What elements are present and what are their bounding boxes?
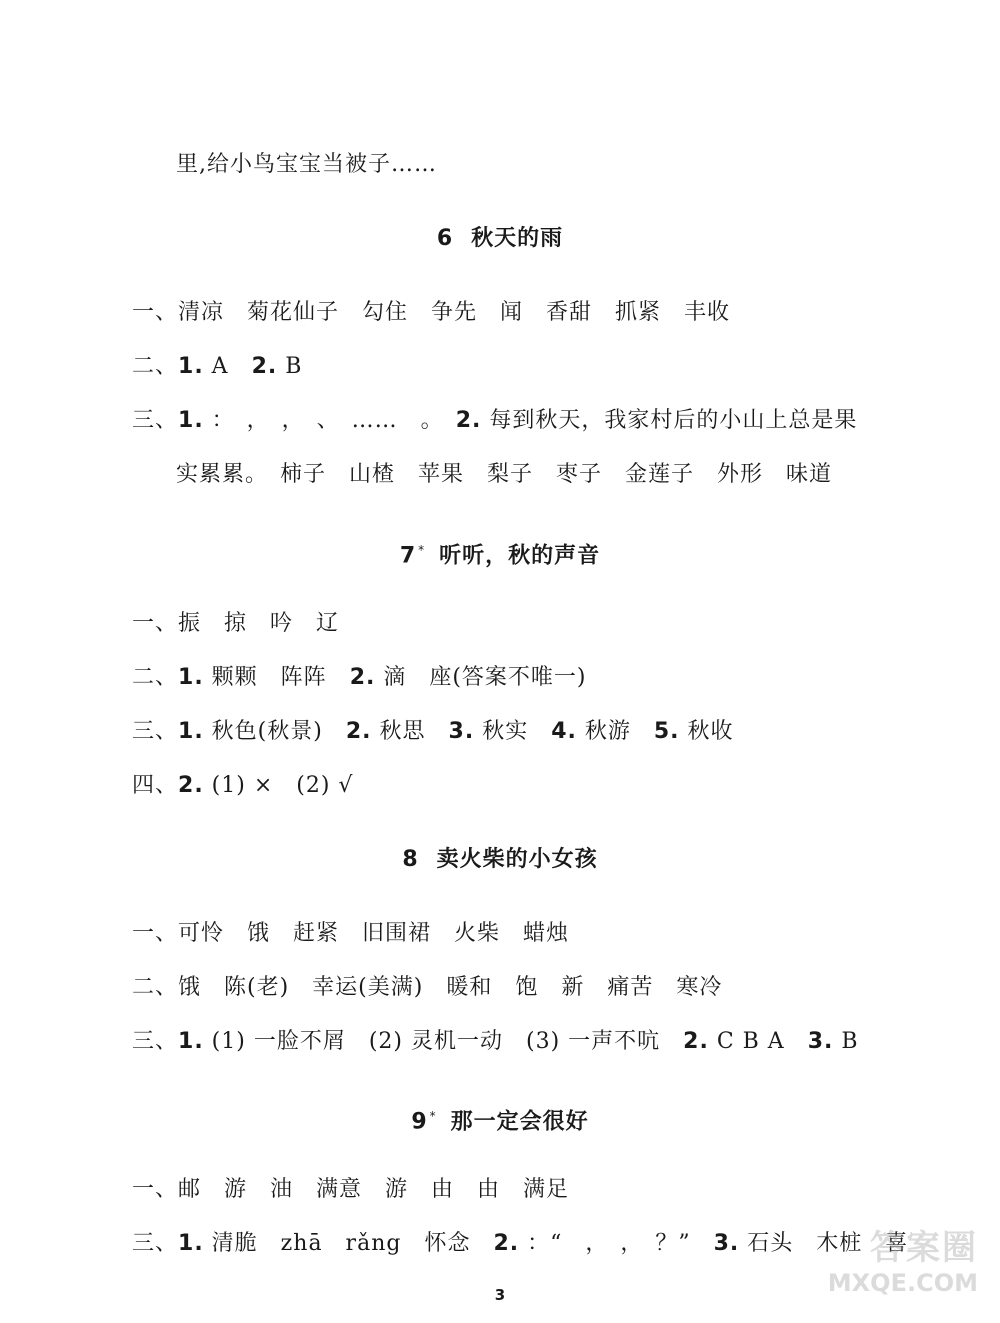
answer-line: 一、振 掠 吟 辽 (132, 611, 340, 636)
section-title-9 (0, 1101, 1000, 1137)
answer-line: 三、1. (1) 一脸不屑 (2) 灵机一动 (3) 一声不吭 2. C B A 3. B (132, 1029, 859, 1054)
section-title-7 (0, 535, 1000, 571)
answer-line: 三、1. 秋色(秋景) 2. 秋思 3. 秋实 4. 秋游 5. 秋收 (132, 719, 734, 744)
page-number: 3 (494, 1286, 506, 1304)
answer-line-continued: 实累累。 柿子 山楂 苹果 梨子 枣子 金莲子 外形 味道 (176, 462, 833, 487)
section-number: 8 (402, 847, 419, 872)
section-name: 卖火柴的小女孩 (436, 847, 598, 872)
section-name: 听听，秋的声音 (439, 543, 601, 569)
optional-star: * (429, 1109, 437, 1123)
answer-line: 四、2. (1) × (2) √ (132, 773, 354, 798)
section-number: 9 (411, 1109, 428, 1135)
section-name: 那一定会很好 (450, 1109, 589, 1135)
section-number: 7 (399, 543, 417, 569)
answer-line: 一、清凉 菊花仙子 勾住 争先 闻 香甜 抓紧 丰收 (132, 300, 731, 325)
section-number: 6 (436, 226, 454, 251)
answer-line: 二、1. 颗颗 阵阵 2. 滴 座(答案不唯一) (132, 665, 587, 690)
intro-line: 里,给小鸟宝宝当被子…… (176, 152, 437, 177)
answer-line: 三、1. ： ， ， 、 …… 。 2. 每到秋天，我家村后的小山上总是果 (132, 408, 858, 433)
watermark-logo (818, 1228, 978, 1316)
watermark-site-text: MXQE.COM (827, 1269, 978, 1297)
optional-star: * (418, 543, 426, 557)
watermark-logo-text: 答案圈 (870, 1228, 978, 1268)
answer-line: 一、邮 游 油 满意 游 由 由 满足 (132, 1177, 570, 1202)
section-title-6 (0, 224, 1000, 254)
section-name: 秋天的雨 (471, 226, 564, 251)
answer-line: 一、可怜 饿 赶紧 旧围裙 火柴 蜡烛 (132, 921, 570, 946)
section-title-8 (0, 845, 1000, 875)
answer-line: 二、1. A 2. B (132, 354, 303, 379)
answer-line: 二、饿 陈(老) 幸运(美满) 暖和 饱 新 痛苦 寒冷 (132, 975, 723, 1000)
answer-line: 三、1. 清脆 zhā rǎng 怀念 2. ：“ ， ， ？” 3. 石头 木桩 喜 (132, 1231, 909, 1256)
